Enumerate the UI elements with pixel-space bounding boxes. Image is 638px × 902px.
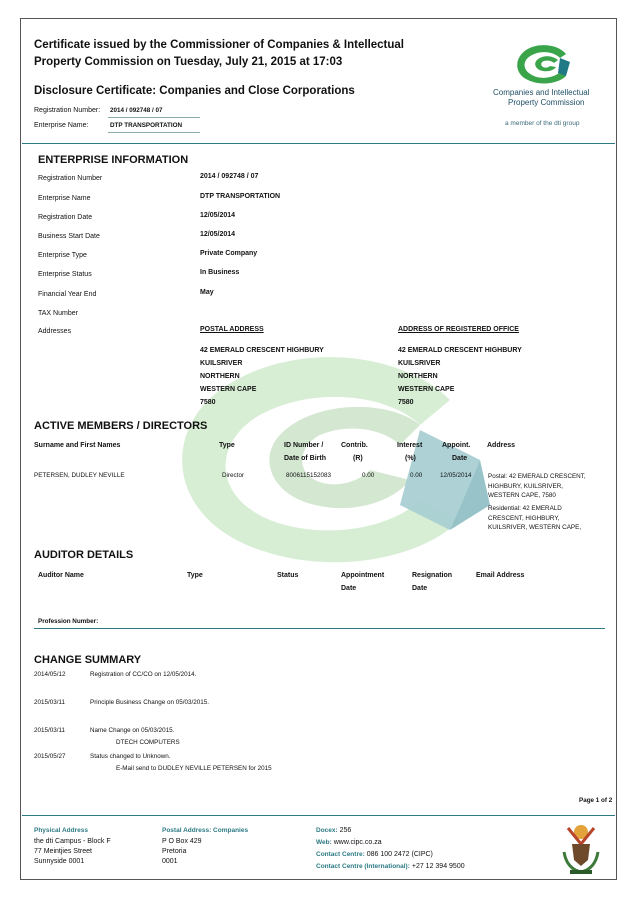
change-text: Status changed to Unknown. [90, 753, 171, 760]
col-auditor-email: Email Address [476, 572, 525, 579]
col-id-header: Date of Birth [284, 455, 326, 462]
certificate-subtitle: Disclosure Certificate: Companies and Close Corporations [34, 85, 355, 97]
postal-address-line: WESTERN CAPE [200, 386, 257, 393]
change-subtext: E-Mail send to DUDLEY NEVILLE PETERSEN for 2015 [116, 765, 272, 772]
divider [108, 117, 200, 118]
col-auditor-status: Status [277, 572, 299, 579]
profession-number-label: Profession Number: [38, 618, 99, 625]
change-text: Registration of CC/CO on 12/05/2014. [90, 671, 197, 678]
col-appoint-header: Appoint. [442, 442, 471, 449]
section-divider [22, 143, 615, 144]
address-line: CRESCENT, HIGHBURY, [488, 514, 560, 522]
field-value: 12/05/2014 [200, 231, 236, 238]
col-contrib-header: Contrib. [341, 442, 368, 449]
docex-line [316, 826, 351, 836]
web-link[interactable]: www.cipc.co.za [333, 839, 382, 846]
postal-address-line: KUILSRIVER [200, 360, 243, 367]
col-id-header: ID Number / [284, 442, 324, 449]
address-line: Pretoria [162, 848, 187, 855]
field-label: TAX Number [38, 310, 78, 317]
reg-number-value: 2014 / 092748 / 07 [110, 107, 163, 114]
member-name: PETERSEN, DUDLEY NEVILLE [34, 472, 125, 479]
page-border [20, 18, 617, 880]
col-name-header: Surname and First Names [34, 442, 121, 449]
address-line: 0001 [162, 858, 178, 865]
certificate-title-line1: Certificate issued by the Commissioner of Companies & Intellectual [34, 39, 405, 51]
members-heading: ACTIVE MEMBERS / DIRECTORS [34, 420, 208, 432]
field-value: 2014 / 092748 / 07 [200, 173, 259, 180]
change-date: 2015/03/11 [34, 699, 66, 706]
cipc-logo-icon [508, 40, 578, 88]
address-line: 77 Meintjies Street [34, 848, 92, 855]
certificate-title-line2: Property Commission on Tuesday, July 21, 2015 at 17:03 [34, 56, 343, 68]
addresses-label: Addresses [38, 328, 72, 335]
intl-contact-line [316, 862, 465, 872]
field-label: Enterprise Status [38, 271, 92, 278]
divider [108, 132, 200, 133]
member-id: 8006115152083 [286, 472, 332, 479]
contact-label: Contact Centre: [316, 851, 365, 858]
postal-address [162, 837, 202, 867]
field-label: Enterprise Name [38, 195, 91, 202]
col-type-header: Type [219, 442, 235, 449]
field-label: Business Start Date [38, 233, 100, 240]
reg-number-label: Registration Number: [34, 107, 101, 114]
change-date: 2015/05/27 [34, 753, 66, 760]
footer-divider [22, 815, 615, 816]
col-auditor-name: Auditor Name [38, 572, 84, 579]
physical-address-label: Physical Address [34, 827, 88, 834]
address-line: Sunnyside 0001 [34, 858, 85, 865]
physical-address [34, 837, 111, 867]
field-value: DTP TRANSPORTATION [200, 193, 281, 200]
col-auditor-resignation: Resignation [412, 572, 453, 579]
logo-text-line1: Companies and Intellectual [493, 88, 590, 97]
col-auditor-type: Type [187, 572, 203, 579]
change-text: Principle Business Change on 05/03/2015. [90, 699, 210, 706]
change-summary-heading: CHANGE SUMMARY [34, 654, 142, 666]
auditor-heading: AUDITOR DETAILS [34, 549, 134, 561]
address-line: HIGHBURY, KUILSRIVER, [488, 482, 564, 490]
field-label: Enterprise Type [38, 252, 87, 259]
change-text: Name Change on 05/03/2015. [90, 727, 175, 734]
registered-address-heading: ADDRESS OF REGISTERED OFFICE [398, 326, 519, 333]
address-line: Residential: 42 EMERALD [488, 505, 562, 512]
col-contrib-header: (R) [353, 455, 363, 462]
member-appoint-date: 12/05/2014 [440, 472, 472, 479]
enterprise-name-value: DTP TRANSPORTATION [110, 122, 183, 129]
enterprise-name-label: Enterprise Name: [34, 122, 89, 129]
registered-address-line: NORTHERN [398, 373, 438, 380]
change-date: 2014/05/12 [34, 671, 66, 678]
postal-address-label: Postal Address: Companies [162, 827, 249, 834]
registered-address-line: 42 EMERALD CRESCENT HIGHBURY [398, 347, 522, 354]
address-line: the dti Campus - Block F [34, 838, 111, 845]
intl-contact-value: +27 12 394 9500 [411, 863, 465, 870]
web-line [316, 838, 382, 848]
contact-value: 086 100 2472 (CIPC) [366, 851, 433, 858]
col-address-header: Address [487, 442, 516, 449]
intl-contact-label: Contact Centre (International): [316, 863, 410, 870]
address-line: P O Box 429 [162, 838, 202, 845]
member-contrib: 0.00 [362, 472, 375, 479]
auditor-divider [34, 628, 605, 629]
field-label: Registration Date [38, 214, 93, 221]
member-postal-address [488, 472, 586, 501]
col-auditor-appointment: Appointment [341, 572, 385, 579]
registered-address-line: KUILSRIVER [398, 360, 441, 367]
logo-text-line2: Property Commission [508, 98, 585, 107]
registered-address-line: 7580 [398, 399, 414, 406]
contact-line [316, 850, 433, 860]
postal-address-heading: POSTAL ADDRESS [200, 326, 264, 333]
field-value: Private Company [200, 250, 258, 257]
postal-address-line: NORTHERN [200, 373, 240, 380]
change-date: 2015/03/11 [34, 727, 66, 734]
field-value: May [200, 289, 214, 296]
docex-value: 256 [339, 827, 352, 834]
docex-label: Docex: [316, 827, 338, 834]
enterprise-info-heading: ENTERPRISE INFORMATION [38, 154, 189, 166]
col-interest-header: Interest [397, 442, 423, 449]
col-interest-header: (%) [405, 455, 416, 462]
change-subtext: DTECH COMPUTERS [116, 739, 180, 746]
coat-of-arms-icon [558, 822, 604, 876]
registered-address-line: WESTERN CAPE [398, 386, 455, 393]
member-type: Director [222, 472, 245, 479]
address-line: Postal: 42 EMERALD CRESCENT, [488, 473, 586, 480]
postal-address-line: 7580 [200, 399, 216, 406]
address-line: KUILSRIVER, WESTERN CAPE, [488, 524, 582, 531]
logo-tagline: a member of the dti group [505, 120, 580, 127]
field-label: Financial Year End [38, 291, 97, 298]
postal-address-line: 42 EMERALD CRESCENT HIGHBURY [200, 347, 324, 354]
field-label: Registration Number [38, 175, 103, 182]
member-interest: 0.00 [410, 472, 423, 479]
field-value: In Business [200, 269, 240, 276]
page-number: Page 1 of 2 [579, 797, 613, 804]
field-value: 12/05/2014 [200, 212, 236, 219]
member-residential-address [488, 504, 581, 533]
address-line: WESTERN CAPE, 7580 [488, 492, 556, 499]
col-auditor-resignation: Date [412, 585, 428, 592]
col-auditor-appointment: Date [341, 585, 357, 592]
web-label: Web: [316, 839, 332, 846]
col-appoint-header: Date [452, 455, 468, 462]
